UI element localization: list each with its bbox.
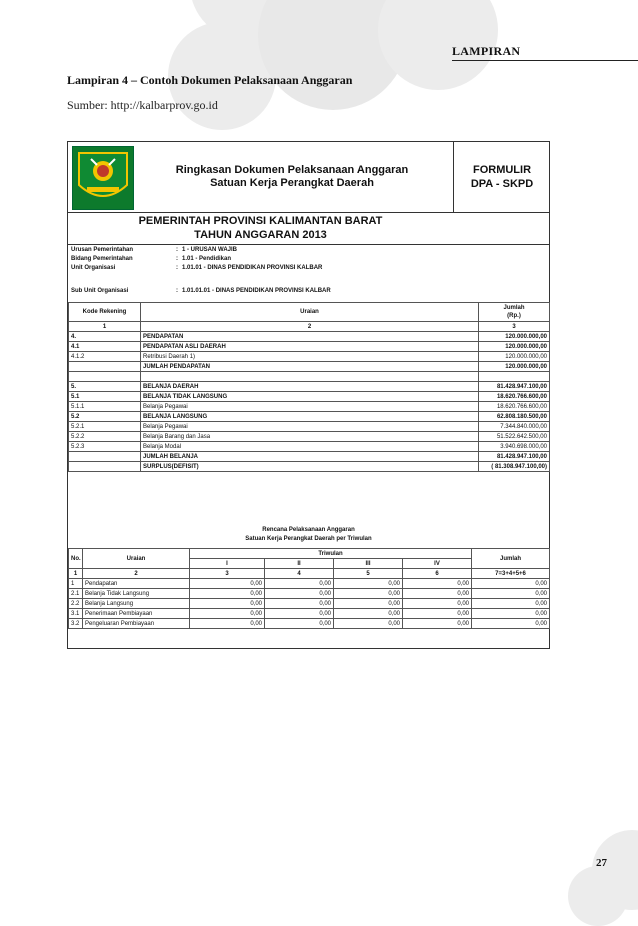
document-title-line-2: Satuan Kerja Perangkat Daerah <box>210 177 374 189</box>
jumlah-cell: 7.344.840.000,00 <box>479 422 550 432</box>
index-cell: 6 <box>403 569 472 579</box>
q4-cell: 0,00 <box>403 609 472 619</box>
jumlah-cell: 120.000.000,00 <box>479 362 550 372</box>
kode-cell: 4.1.2 <box>69 352 141 362</box>
fiscal-year: TAHUN ANGGARAN 2013 <box>194 229 327 241</box>
organization-meta <box>68 244 549 303</box>
document-title-line-1: Ringkasan Dokumen Pelaksanaan Anggaran <box>175 164 409 176</box>
no-cell: 2.2 <box>69 599 83 609</box>
header-jumlah-line-1: Jumlah <box>503 305 525 311</box>
meta-separator: : <box>176 256 178 262</box>
table-row <box>69 452 550 462</box>
uraian-cell: Retribusi Daerah 1) <box>141 352 479 362</box>
table-row <box>69 432 550 442</box>
page-number: 27 <box>596 857 607 869</box>
table-header-row <box>69 303 550 322</box>
uraian-cell: PENDAPATAN <box>141 332 479 342</box>
q4-cell: 0,00 <box>403 579 472 589</box>
uraian-cell: Belanja Pegawai <box>141 422 479 432</box>
figure-source: Sumber: http://kalbarprov.go.id <box>67 98 218 112</box>
kode-cell: 5.2.2 <box>69 432 141 442</box>
table-row <box>69 352 550 362</box>
header-jumlah <box>479 303 550 322</box>
document-title <box>132 164 452 190</box>
uraian-cell: Belanja Pegawai <box>141 402 479 412</box>
kode-cell <box>69 362 141 372</box>
kode-cell: 5.2 <box>69 412 141 422</box>
formulir-code: DPA - SKPD <box>470 178 534 190</box>
rpa-title-line-1: Rencana Pelaksanaan Anggaran <box>262 527 355 533</box>
dpa-document-image <box>67 141 550 649</box>
uraian-cell: JUMLAH PENDAPATAN <box>141 362 479 372</box>
kode-cell: 5.1.1 <box>69 402 141 412</box>
meta-separator: : <box>176 265 178 271</box>
meta-label: Unit Organisasi <box>71 265 116 271</box>
jumlah-cell: 0,00 <box>472 579 550 589</box>
q1-cell: 0,00 <box>190 589 265 599</box>
uraian-cell: JUMLAH BELANJA <box>141 452 479 462</box>
jumlah-cell: 120.000.000,00 <box>479 352 550 362</box>
index-cell: 2 <box>83 569 190 579</box>
uraian-cell: Penerimaan Pembiayaan <box>83 609 190 619</box>
government-name: PEMERINTAH PROVINSI KALIMANTAN BARAT <box>138 215 383 227</box>
jumlah-cell: 0,00 <box>472 619 550 629</box>
q1-cell: 0,00 <box>190 619 265 629</box>
table-row <box>69 362 550 372</box>
no-cell: 3.1 <box>69 609 83 619</box>
jumlah-cell: 120.000.000,00 <box>479 332 550 342</box>
meta-separator: : <box>176 247 178 253</box>
uraian-cell: BELANJA TIDAK LANGSUNG <box>141 392 479 402</box>
kode-cell <box>69 452 141 462</box>
header-q2: II <box>265 559 334 569</box>
uraian-cell: PENDAPATAN ASLI DAERAH <box>141 342 479 352</box>
no-cell: 3.2 <box>69 619 83 629</box>
meta-value: 1 - URUSAN WAJIB <box>182 247 238 253</box>
rpa-header-row <box>69 549 550 559</box>
kode-cell <box>69 462 141 472</box>
header-no: No. <box>69 549 83 569</box>
jumlah-cell <box>479 372 550 382</box>
rpa-title-line-2: Satuan Kerja Perangkat Daerah per Triwulan <box>245 536 372 542</box>
uraian-cell: BELANJA DAERAH <box>141 382 479 392</box>
uraian-cell: BELANJA LANGSUNG <box>141 412 479 422</box>
q3-cell: 0,00 <box>334 599 403 609</box>
jumlah-cell: 18.620.766.600,00 <box>479 402 550 412</box>
rpa-title <box>68 526 549 544</box>
table-row <box>69 402 550 412</box>
jumlah-cell: ( 81.308.947.100,00) <box>479 462 550 472</box>
kode-cell: 5.2.3 <box>69 442 141 452</box>
q3-cell: 0,00 <box>334 609 403 619</box>
jumlah-cell: 3.940.698.000,00 <box>479 442 550 452</box>
meta-value: 1.01 - Pendidikan <box>182 256 232 262</box>
government-heading <box>68 212 549 245</box>
index-cell: 3 <box>479 322 550 332</box>
index-cell: 1 <box>69 322 141 332</box>
jumlah-cell: 0,00 <box>472 609 550 619</box>
index-cell: 4 <box>265 569 334 579</box>
kode-cell: 5.2.1 <box>69 422 141 432</box>
document-header <box>68 142 549 213</box>
kode-cell: 4. <box>69 332 141 342</box>
meta-label: Bidang Pemerintahan <box>71 256 133 262</box>
q3-cell: 0,00 <box>334 619 403 629</box>
meta-row <box>71 265 322 273</box>
section-header: LAMPIRAN <box>452 44 521 58</box>
uraian-cell: Belanja Tidak Langsung <box>83 589 190 599</box>
table-row <box>69 422 550 432</box>
index-cell: 3 <box>190 569 265 579</box>
rpa-index-row <box>69 569 550 579</box>
q2-cell: 0,00 <box>265 609 334 619</box>
form-code-box <box>453 142 550 212</box>
jumlah-cell: 81.428.947.100,00 <box>479 452 550 462</box>
meta-row <box>71 247 237 255</box>
header-q4: IV <box>403 559 472 569</box>
figure-caption: Lampiran 4 – Contoh Dokumen Pelaksanaan Anggaran <box>67 73 353 87</box>
header-kode: Kode Rekening <box>69 303 141 322</box>
jumlah-cell: 120.000.000,00 <box>479 342 550 352</box>
uraian-cell: Belanja Barang dan Jasa <box>141 432 479 442</box>
uraian-cell: Belanja Langsung <box>83 599 190 609</box>
table-row <box>69 332 550 342</box>
table-row <box>69 619 550 629</box>
jumlah-cell: 51.522.642.500,00 <box>479 432 550 442</box>
kode-cell <box>69 372 141 382</box>
meta-separator: : <box>176 288 178 294</box>
index-cell: 1 <box>69 569 83 579</box>
no-cell: 1 <box>69 579 83 589</box>
table-row <box>69 392 550 402</box>
q3-cell: 0,00 <box>334 579 403 589</box>
meta-label: Sub Unit Organisasi <box>71 288 129 294</box>
header-uraian: Uraian <box>83 549 190 569</box>
kode-cell: 5.1 <box>69 392 141 402</box>
table-row <box>69 589 550 599</box>
province-seal-icon <box>72 146 134 210</box>
header-jumlah-line-2: (Rp.) <box>507 313 521 319</box>
jumlah-cell: 81.428.947.100,00 <box>479 382 550 392</box>
uraian-cell: Belanja Modal <box>141 442 479 452</box>
kode-cell: 5. <box>69 382 141 392</box>
jumlah-cell: 0,00 <box>472 599 550 609</box>
uraian-cell: Pendapatan <box>83 579 190 589</box>
summary-table <box>68 302 550 472</box>
table-row <box>69 579 550 589</box>
q4-cell: 0,00 <box>403 619 472 629</box>
header-jumlah: Jumlah <box>472 549 550 569</box>
q1-cell: 0,00 <box>190 609 265 619</box>
q3-cell: 0,00 <box>334 589 403 599</box>
header-q1: I <box>190 559 265 569</box>
meta-value: 1.01.01 - DINAS PENDIDIKAN PROVINSI KALBAR <box>182 265 323 271</box>
header-uraian: Uraian <box>141 303 479 322</box>
jumlah-cell: 0,00 <box>472 589 550 599</box>
table-row <box>69 342 550 352</box>
uraian-cell <box>141 372 479 382</box>
kode-cell: 4.1 <box>69 342 141 352</box>
jumlah-cell: 62.808.180.500,00 <box>479 412 550 422</box>
formulir-label: FORMULIR <box>472 164 532 176</box>
index-cell: 2 <box>141 322 479 332</box>
rpa-table <box>68 548 550 629</box>
table-row <box>69 599 550 609</box>
header-q3: III <box>334 559 403 569</box>
uraian-cell: Pengeluaran Pembiayaan <box>83 619 190 629</box>
q2-cell: 0,00 <box>265 619 334 629</box>
header-rule <box>452 60 638 61</box>
q4-cell: 0,00 <box>403 589 472 599</box>
q2-cell: 0,00 <box>265 589 334 599</box>
meta-value: 1.01.01.01 - DINAS PENDIDIKAN PROVINSI KALBAR <box>182 288 331 294</box>
jumlah-cell: 18.620.766.600,00 <box>479 392 550 402</box>
meta-row <box>71 256 231 264</box>
table-row <box>69 412 550 422</box>
table-row <box>69 442 550 452</box>
meta-label: Urusan Pemerintahan <box>71 247 134 253</box>
no-cell: 2.1 <box>69 589 83 599</box>
table-row <box>69 462 550 472</box>
index-cell: 7=3+4+5+6 <box>472 569 550 579</box>
table-row <box>69 609 550 619</box>
table-index-row <box>69 322 550 332</box>
uraian-cell: SURPLUS(DEFISIT) <box>141 462 479 472</box>
decorative-bubble-bottom-right-2 <box>568 866 628 926</box>
q2-cell: 0,00 <box>265 579 334 589</box>
table-row <box>69 372 550 382</box>
q4-cell: 0,00 <box>403 599 472 609</box>
table-row <box>69 382 550 392</box>
q1-cell: 0,00 <box>190 579 265 589</box>
q1-cell: 0,00 <box>190 599 265 609</box>
q2-cell: 0,00 <box>265 599 334 609</box>
meta-row <box>71 288 331 296</box>
header-triwulan: Triwulan <box>190 549 472 559</box>
index-cell: 5 <box>334 569 403 579</box>
